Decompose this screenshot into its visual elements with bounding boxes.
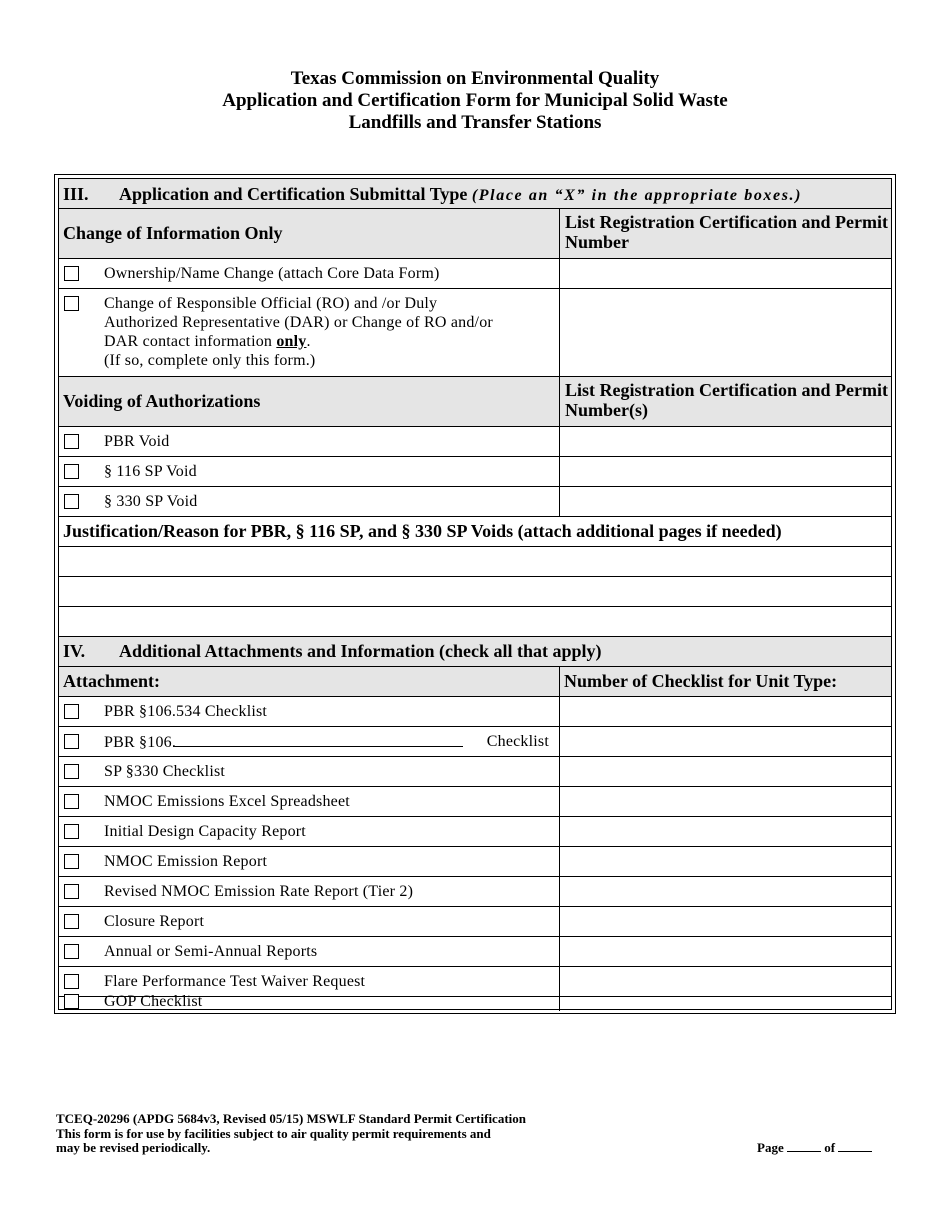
sp330-void-row bbox=[59, 487, 891, 517]
justification-line-3[interactable] bbox=[59, 607, 891, 637]
attachment-label: Closure Report bbox=[104, 913, 205, 930]
change-info-right-heading: List Registration Certification and Permit Number bbox=[565, 212, 888, 252]
responsible-official-change-row bbox=[59, 289, 891, 377]
sp116-void-label: § 116 SP Void bbox=[104, 463, 197, 480]
attachment-label: NMOC Emissions Excel Spreadsheet bbox=[104, 793, 350, 810]
attachment-label: NMOC Emission Report bbox=[104, 853, 268, 870]
flare-waiver-checkbox[interactable] bbox=[64, 974, 79, 989]
pbr-other-label: PBR §106. bbox=[104, 732, 551, 752]
attachment-row bbox=[59, 847, 891, 877]
section-3-header bbox=[59, 179, 891, 209]
attachment-row bbox=[59, 907, 891, 937]
checklist-count-field[interactable] bbox=[560, 937, 891, 966]
justification-heading-row bbox=[59, 517, 891, 547]
nmoc-spreadsheet-checkbox[interactable] bbox=[64, 794, 79, 809]
attachment-row bbox=[59, 757, 891, 787]
checklist-count-field[interactable] bbox=[560, 757, 891, 786]
checklist-count-field[interactable] bbox=[560, 967, 891, 996]
section-4-number: IV. bbox=[63, 641, 86, 661]
attachment-label: GOP Checklist bbox=[104, 993, 203, 1010]
section-3-title: Application and Certification Submittal Type bbox=[119, 184, 468, 204]
voiding-right-heading: List Registration Certification and Permit Number(s) bbox=[565, 380, 888, 420]
checklist-count-field[interactable] bbox=[560, 787, 891, 816]
section-4-title: Additional Attachments and Information (check all that apply) bbox=[119, 641, 602, 661]
sp116-void-checkbox[interactable] bbox=[64, 464, 79, 479]
attachment-row bbox=[59, 697, 891, 727]
footer-form-id: TCEQ-20296 (APDG 5684v3, Revised 05/15) MSWLF Standard Permit Certification bbox=[56, 1111, 526, 1126]
attachment-label: PBR §106.534 Checklist bbox=[104, 703, 268, 720]
attachment-label: Initial Design Capacity Report bbox=[104, 823, 306, 840]
pbr-other-checkbox[interactable] bbox=[64, 734, 79, 749]
gop-checklist-checkbox[interactable] bbox=[64, 994, 79, 1009]
ownership-change-permit-number-field[interactable] bbox=[560, 259, 891, 288]
attachment-row bbox=[59, 937, 891, 967]
revised-nmoc-checkbox[interactable] bbox=[64, 884, 79, 899]
ownership-change-row bbox=[59, 259, 891, 289]
page-number bbox=[757, 1140, 872, 1156]
pbr-void-label: PBR Void bbox=[104, 433, 170, 450]
form-title-line-3: Landfills and Transfer Stations bbox=[348, 112, 602, 133]
sp116-void-permit-field[interactable] bbox=[560, 457, 891, 486]
ownership-change-checkbox[interactable] bbox=[64, 266, 79, 281]
pbr-number-blank[interactable] bbox=[173, 732, 463, 747]
nmoc-emission-report-checkbox[interactable] bbox=[64, 854, 79, 869]
pbr-void-checkbox[interactable] bbox=[64, 434, 79, 449]
ownership-change-label: Ownership/Name Change (attach Core Data Form) bbox=[104, 265, 440, 282]
pbr-void-permit-field[interactable] bbox=[560, 427, 891, 456]
justification-heading: Justification/Reason for PBR, § 116 SP, and § 330 SP Voids (attach additional pages if needed) bbox=[63, 521, 782, 541]
of-label: of bbox=[824, 1140, 836, 1155]
responsible-official-permit-number-field[interactable] bbox=[560, 289, 891, 376]
checklist-count-field[interactable] bbox=[560, 997, 891, 1011]
attachment-row bbox=[59, 877, 891, 907]
attachment-header-row bbox=[59, 667, 891, 697]
agency-name: Texas Commission on Environmental Quality bbox=[290, 68, 660, 89]
sp-330-checklist-checkbox[interactable] bbox=[64, 764, 79, 779]
sp330-void-permit-field[interactable] bbox=[560, 487, 891, 516]
checklist-count-field[interactable] bbox=[560, 877, 891, 906]
pbr-void-row bbox=[59, 427, 891, 457]
checklist-count-field[interactable] bbox=[560, 727, 891, 756]
footer-note-1: This form is for use by facilities subject to air quality permit requirements and bbox=[56, 1125, 491, 1141]
responsible-official-change-label: Change of Responsible Official (RO) and /or Duly Authorized Representative (DAR) or Change of RO and/or DAR contact information only. (If so, complete only this form.) bbox=[104, 295, 493, 369]
footer-note-2: may be revised periodically. bbox=[56, 1140, 211, 1155]
attachment-label: SP §330 Checklist bbox=[104, 763, 226, 780]
section-4-header bbox=[59, 637, 891, 667]
attachment-label: Flare Performance Test Waiver Request bbox=[104, 973, 366, 990]
change-info-heading: Change of Information Only bbox=[63, 223, 283, 243]
checklist-count-field[interactable] bbox=[560, 907, 891, 936]
pbr-106-534-checkbox[interactable] bbox=[64, 704, 79, 719]
attachment-row bbox=[59, 817, 891, 847]
justification-line-2[interactable] bbox=[59, 577, 891, 607]
section-3-instruction: (Place an “X” in the appropriate boxes.) bbox=[471, 187, 803, 204]
checklist-count-field[interactable] bbox=[560, 697, 891, 726]
checklist-count-field[interactable] bbox=[560, 817, 891, 846]
design-capacity-checkbox[interactable] bbox=[64, 824, 79, 839]
voiding-header-row bbox=[59, 377, 891, 427]
attachment-label: Annual or Semi-Annual Reports bbox=[104, 943, 318, 960]
certification-form-table bbox=[54, 174, 896, 1014]
closure-report-checkbox[interactable] bbox=[64, 914, 79, 929]
change-info-header-row bbox=[59, 209, 891, 259]
sp330-void-label: § 330 SP Void bbox=[104, 493, 198, 510]
form-title-line-2: Application and Certification Form for Municipal Solid Waste bbox=[222, 90, 728, 111]
attachment-heading: Attachment: bbox=[63, 671, 160, 691]
pbr-other-checklist-suffix: Checklist bbox=[486, 733, 549, 750]
voiding-heading: Voiding of Authorizations bbox=[63, 391, 261, 411]
sp330-void-checkbox[interactable] bbox=[64, 494, 79, 509]
checklist-count-heading: Number of Checklist for Unit Type: bbox=[564, 671, 838, 691]
page-total-blank[interactable] bbox=[838, 1140, 872, 1152]
attachment-row bbox=[59, 787, 891, 817]
sp116-void-row bbox=[59, 457, 891, 487]
attachment-row bbox=[59, 993, 891, 1011]
page-label: Page bbox=[757, 1140, 784, 1155]
page-current-blank[interactable] bbox=[787, 1140, 821, 1152]
annual-reports-checkbox[interactable] bbox=[64, 944, 79, 959]
form-footer bbox=[56, 1112, 526, 1156]
checklist-count-field[interactable] bbox=[560, 847, 891, 876]
pbr-other-row bbox=[59, 727, 891, 757]
justification-line-1[interactable] bbox=[59, 547, 891, 577]
section-3-number: III. bbox=[63, 184, 89, 204]
responsible-official-change-checkbox[interactable] bbox=[64, 296, 79, 311]
attachment-label: Revised NMOC Emission Rate Report (Tier 2) bbox=[104, 883, 414, 900]
form-title bbox=[0, 68, 950, 134]
